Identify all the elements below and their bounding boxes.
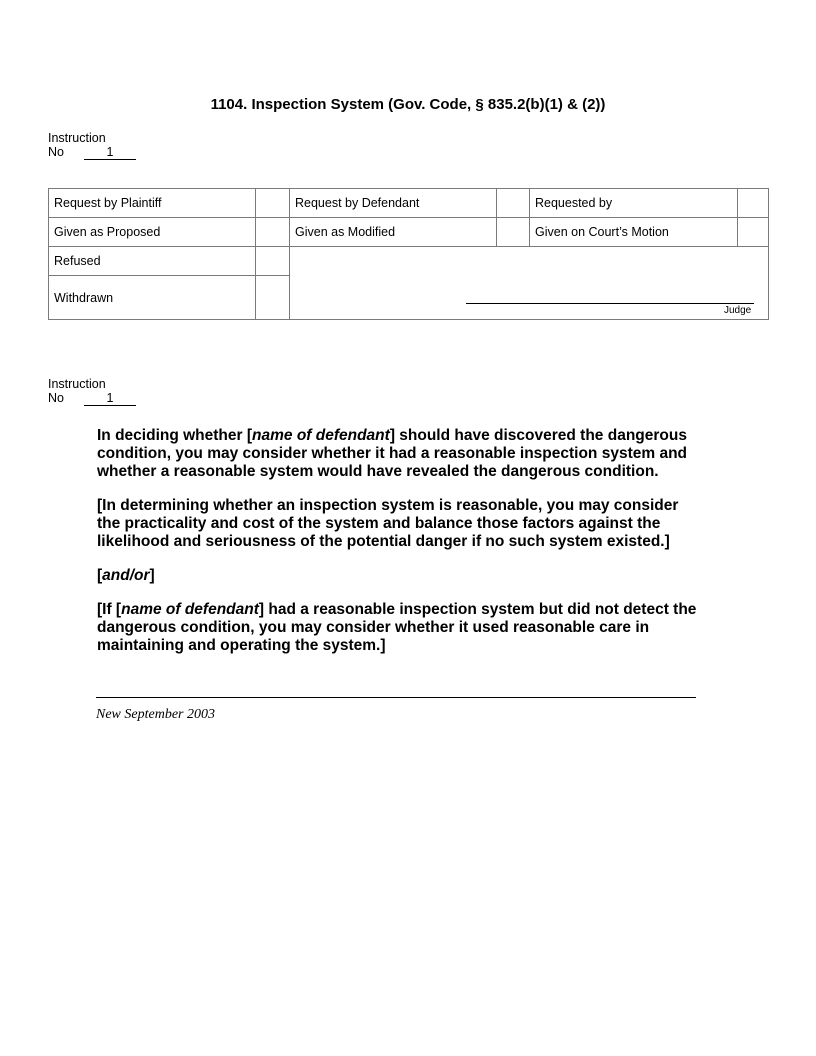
instruction-paragraph [97,427,696,481]
instruction-number: 1 [84,392,136,406]
requested-by-box[interactable] [738,189,769,218]
text-line [97,619,696,637]
text-line [97,515,696,533]
judge-label: Judge [724,305,752,316]
text-line [97,601,696,619]
judge-signature-area[interactable] [290,247,769,320]
instruction-number-block [48,131,136,160]
instruction-paragraph [97,567,696,585]
text-segment: ] should have discovered the dangerous [389,427,687,444]
text-line [97,533,696,551]
instruction-number-block-2 [48,377,136,406]
text-line [97,463,696,481]
text-segment: the practicality and cost of the system and balance those factors against the [97,515,661,532]
table-row [49,247,769,276]
instruction-body [97,427,696,671]
instruction-paragraph [97,497,696,551]
text-line [97,637,696,655]
text-segment: [If [ [97,601,122,618]
placeholder-text: name of defendant [121,601,259,618]
given-on-courts-motion-label: Given on Court’s Motion [530,218,738,247]
placeholder-text: name of defendant [252,427,390,444]
instruction-label: Instruction [48,377,106,391]
page-title: 1104. Inspection System (Gov. Code, § 835.2(b)(1) & (2)) [210,96,606,113]
text-line [97,567,696,585]
text-line [97,497,696,515]
text-segment: dangerous condition, you may consider whether it used reasonable care in [97,619,650,636]
text-segment: In deciding whether [ [97,427,253,444]
given-as-proposed-label: Given as Proposed [49,218,256,247]
request-by-plaintiff-box[interactable] [256,189,290,218]
withdrawn-box[interactable] [256,276,290,320]
requested-by-label: Requested by [530,189,738,218]
text-segment: maintaining and operating the system.] [97,637,386,654]
no-label: No [48,391,64,405]
given-as-modified-label: Given as Modified [290,218,497,247]
placeholder-text: and/or [102,567,150,584]
text-segment: [In determining whether an inspection system is reasonable, you may consider [97,497,679,514]
given-as-modified-box[interactable] [497,218,530,247]
judge-signature-line [466,303,754,304]
text-segment: whether a reasonable system would have revealed the dangerous condition. [97,463,659,480]
revision-note: New September 2003 [96,707,215,722]
footer-divider [96,697,696,698]
text-segment: condition, you may consider whether it had a reasonable inspection system and [97,445,687,462]
request-by-plaintiff-label: Request by Plaintiff [49,189,256,218]
given-on-courts-motion-box[interactable] [738,218,769,247]
text-line [97,445,696,463]
withdrawn-label: Withdrawn [49,276,256,320]
instruction-status-table [48,188,769,320]
text-segment: likelihood and seriousness of the potential danger if no such system existed.] [97,533,670,550]
table-row [49,218,769,247]
refused-label: Refused [49,247,256,276]
request-by-defendant-box[interactable] [497,189,530,218]
text-line [97,427,696,445]
instruction-paragraph [97,601,696,655]
given-as-proposed-box[interactable] [256,218,290,247]
no-label: No [48,145,64,159]
text-segment: [ [97,567,103,584]
text-segment: ] [149,567,155,584]
refused-box[interactable] [256,247,290,276]
table-row [49,189,769,218]
request-by-defendant-label: Request by Defendant [290,189,497,218]
instruction-label: Instruction [48,131,106,145]
text-segment: ] had a reasonable inspection system but did not detect the [258,601,697,618]
instruction-number: 1 [84,146,136,160]
